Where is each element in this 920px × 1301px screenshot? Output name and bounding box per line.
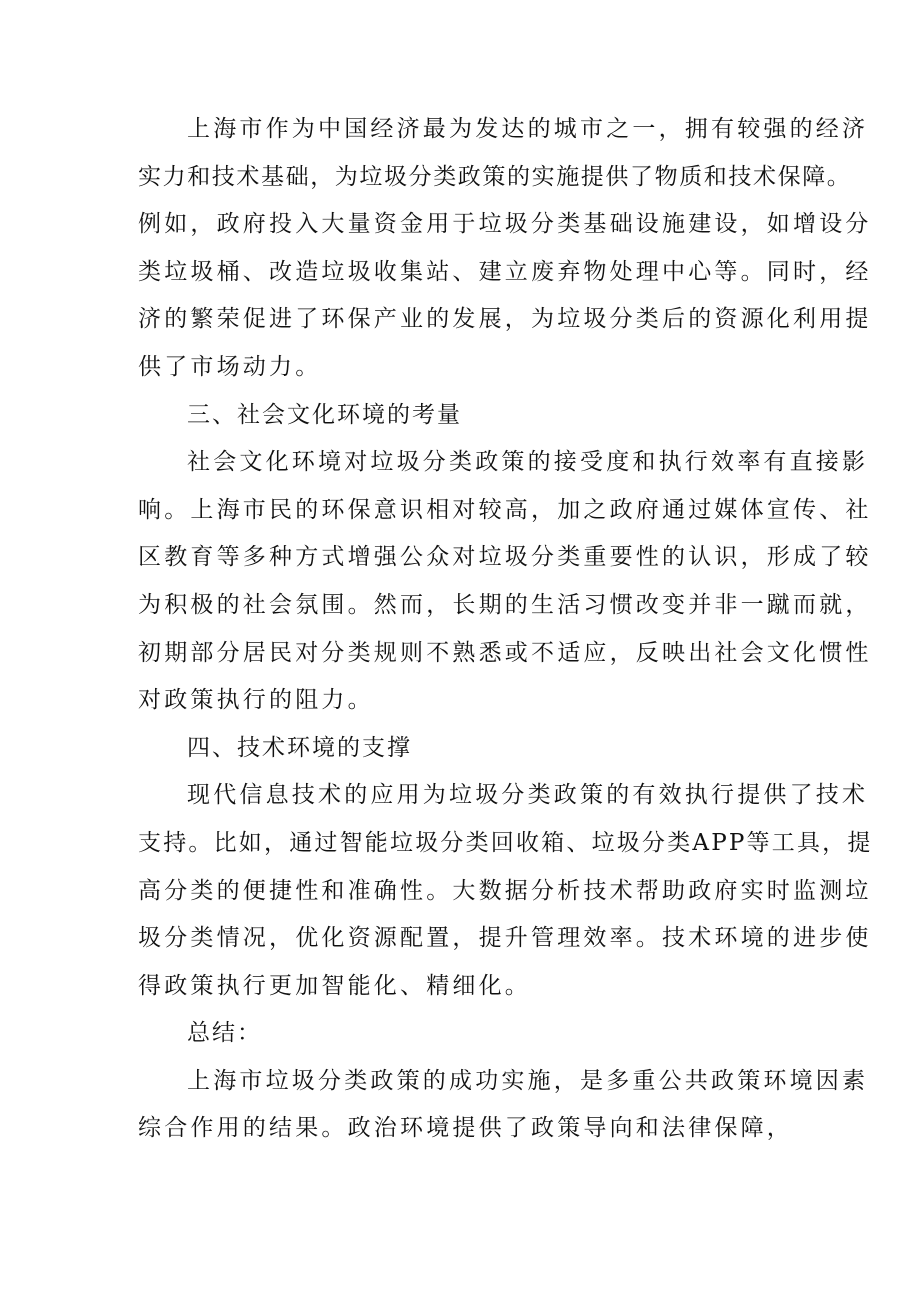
text-line: 社会文化环境对垃圾分类政策的接受度和执行效率有直接影 — [187, 449, 869, 476]
document-body — [138, 106, 873, 1153]
section-heading-technical — [138, 725, 790, 773]
text-line: 上海市作为中国经济最为发达的城市之一，拥有较强的经济 — [187, 116, 869, 142]
paragraph-summary — [138, 1058, 869, 1153]
text-line: 为积极的社会氛围。然而，长期的生活习惯改变并非一蹴而就， — [138, 591, 872, 618]
summary-heading-block — [138, 1010, 790, 1058]
text-line: 支持。比如，通过智能垃圾分类回收箱、垃圾分类APP等工具，提 — [138, 829, 873, 856]
paragraph-technical-environment — [138, 772, 873, 1010]
paragraph-economic-environment — [138, 106, 872, 392]
section-heading: 四、技术环境的支撑 — [187, 734, 412, 761]
text-line: 供了市场动力。 — [138, 353, 322, 380]
section-heading: 三、社会文化环境的考量 — [187, 401, 462, 428]
text-line: 区教育等多种方式增强公众对垃圾分类重要性的认识，形成了较 — [138, 544, 872, 571]
text-line: 对政策执行的阻力。 — [138, 687, 374, 714]
text-line: 类垃圾桶、改造垃圾收集站、建立废弃物处理中心等。同时，经 — [138, 258, 872, 285]
text-line: 初期部分居民对分类规则不熟悉或不适应，反映出社会文化惯性 — [138, 639, 872, 666]
summary-heading: 总结： — [187, 1020, 262, 1047]
text-line: 实力和技术基础，为垃圾分类政策的实施提供了物质和技术保障。 — [138, 163, 852, 190]
text-line: 上海市垃圾分类政策的成功实施，是多重公共政策环境因素 — [187, 1067, 869, 1094]
text-line: 现代信息技术的应用为垃圾分类政策的有效执行提供了技术 — [187, 782, 869, 809]
paragraph-social-cultural-environment — [138, 439, 872, 725]
text-line: 例如，政府投入大量资金用于垃圾分类基础设施建设，如增设分 — [138, 211, 872, 238]
text-line: 圾分类情况，优化资源配置，提升管理效率。技术环境的进步使 — [138, 925, 872, 952]
text-line: 济的繁荣促进了环保产业的发展，为垃圾分类后的资源化利用提 — [138, 306, 872, 333]
text-line: 高分类的便捷性和准确性。大数据分析技术帮助政府实时监测垃 — [138, 877, 872, 904]
text-line: 响。上海市民的环保意识相对较高，加之政府通过媒体宣传、社 — [138, 496, 872, 523]
text-line: 综合作用的结果。政治环境提供了政策导向和法律保障， — [138, 1115, 793, 1142]
text-line: 得政策执行更加智能化、精细化。 — [138, 972, 531, 999]
section-heading-social-cultural — [138, 392, 790, 440]
